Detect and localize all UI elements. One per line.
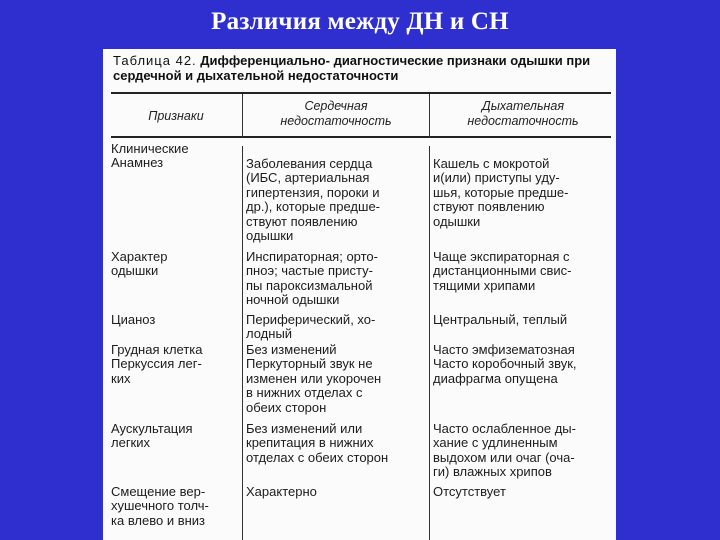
row-4-sign: Грудная клетка Перкуссия лег- ких <box>111 342 203 386</box>
row-1-respiratory: Кашель с мокротой и(или) приступы уду- шья, которые предше- ствуют появлению одышки <box>433 156 569 229</box>
row-5-cardiac: Без изменений или крепитация в нижних отделах с обеих сторон <box>246 421 389 465</box>
column-divider-2 <box>429 146 430 540</box>
row-2-cardiac: Инспираторная; орто- пноэ; частые присту- пы пароксизмальной ночной одышки <box>246 249 378 308</box>
table-scan <box>103 49 616 540</box>
row-5-sign: Аускультация легких <box>111 421 193 451</box>
row-6-cardiac: Характерно <box>246 484 317 499</box>
row-6-respiratory: Отсутствует <box>433 484 506 499</box>
header-divider-1 <box>242 94 243 138</box>
table-number: Таблица 42. <box>113 53 197 68</box>
row-1-cardiac: Заболевания сердца (ИБС, артериальная гипертензия, пороки и др.), которые предше- ствуют появлению одышки <box>246 156 380 244</box>
row-6-sign: Смещение вер- хушечного толч- ка влево и вниз <box>111 484 209 528</box>
row-4-cardiac: Без изменений Перкуторный звук не изменен или укорочен в нижних отделах с обеих сторон <box>246 342 382 415</box>
column-divider-1 <box>242 146 243 540</box>
header-signs: Признаки <box>148 109 204 123</box>
row-3-cardiac: Периферический, хо- лодный <box>246 312 376 342</box>
row-5-respiratory: Часто ослабленное ды- хание с удлиненным выдохом или очаг (оча- ги) влажных хрипов <box>433 421 576 480</box>
row-3-respiratory: Центральный, теплый <box>433 312 568 327</box>
header-divider-2 <box>429 94 430 138</box>
header-cardiac: Сердечная недостаточность <box>280 99 392 128</box>
slide-title: Различия между ДН и СН <box>211 8 509 35</box>
table-caption <box>113 53 613 83</box>
row-3-sign: Цианоз <box>111 312 156 327</box>
header-respiratory: Дыхательная недостаточность <box>467 99 579 128</box>
row-4-respiratory: Часто эмфизематозная Часто коробочный звук, диафрагма опущена <box>433 342 577 386</box>
table-caption-text: Дифференциально- диагностические признаки одышки при сердечной и дыхательной недостаточности <box>113 53 591 83</box>
row-2-sign: Характер одышки <box>111 249 168 279</box>
header-bottom-rule <box>111 136 611 138</box>
row-2-respiratory: Чаще экспираторная с дистанционными свис- тящими хрипами <box>433 249 572 293</box>
table-top-rule <box>111 92 611 94</box>
row-1-sign: Клинические Анамнез <box>111 141 189 171</box>
